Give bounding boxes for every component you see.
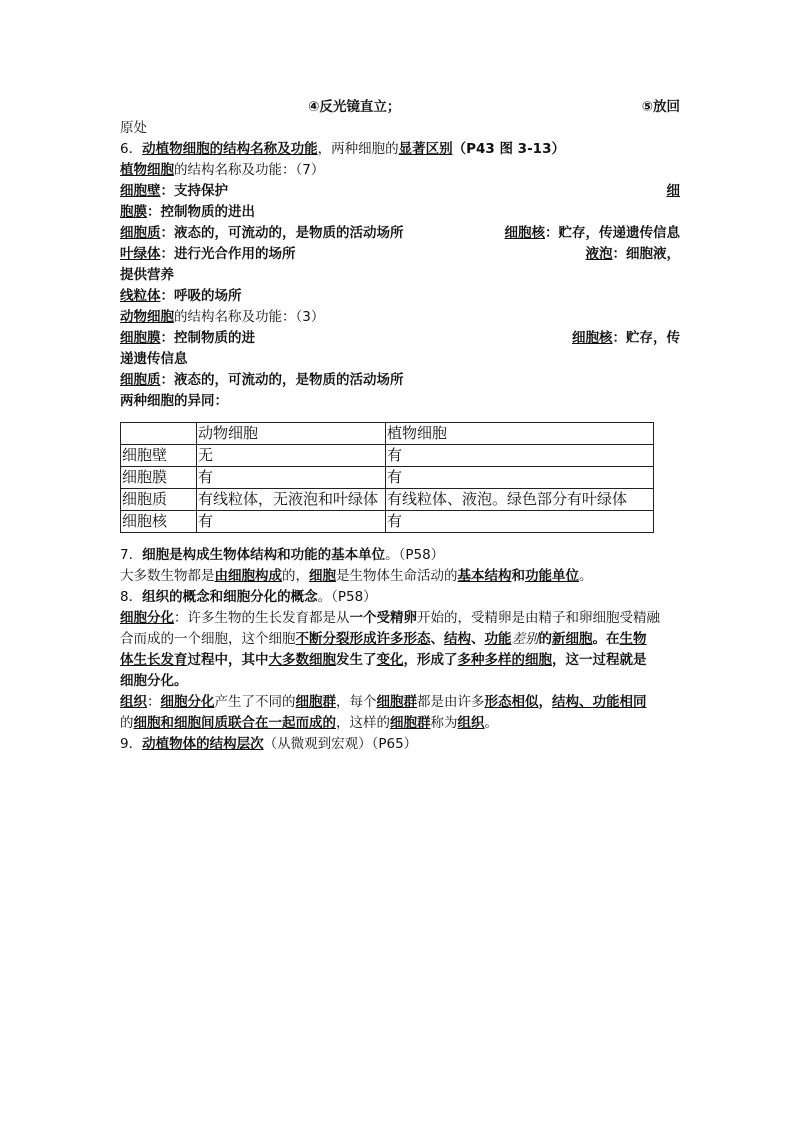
table-cell: 有线粒体，无液泡和叶绿体 xyxy=(197,489,386,511)
table-cell: 有 xyxy=(197,511,386,533)
line-cytoplasm-nucleus: 细胞质：液态的，可流动的，是物质的活动场所 细胞核：贮存，传递遗传信息 xyxy=(120,225,680,241)
line-genetic-info: 递遗传信息 xyxy=(120,351,188,367)
table-cell: 有线粒体、液泡。绿色部分有叶绿体 xyxy=(386,489,654,511)
line-animal-cytoplasm: 细胞质：液态的，可流动的，是物质的活动场所 xyxy=(120,372,404,388)
table-cell: 细胞壁 xyxy=(121,445,197,467)
table-cell: 细胞膜 xyxy=(121,467,197,489)
table-cell: 有 xyxy=(386,467,654,489)
table-row xyxy=(121,511,654,533)
line-original-place: 原处 xyxy=(120,120,147,136)
line-similarities: 两种细胞的异同： xyxy=(120,393,228,409)
table-row xyxy=(121,489,654,511)
heading-6-title: 动植物细胞的结构名称及功能 xyxy=(142,141,318,157)
heading-8: 8．组织的概念和细胞分化的概念。（P58） xyxy=(120,589,377,605)
line-chloroplast-vacuole: 叶绿体：进行光合作用的场所 液泡：细胞液， xyxy=(120,246,680,262)
line-cell-membrane: 胞膜：控制物质的进出 xyxy=(120,204,255,220)
line-microscope-steps xyxy=(120,97,680,118)
line-nutrition: 提供营养 xyxy=(120,267,174,283)
table-header-cell: 动物细胞 xyxy=(197,423,386,445)
table-cell: 有 xyxy=(386,445,654,467)
animal-cell-heading: 动物细胞的结构名称及功能：（3） xyxy=(120,309,325,325)
document-body xyxy=(120,97,680,755)
sec8-line-a: 细胞分化：许多生物的生长发育都是从一个受精卵开始的，受精卵是由精子和卵细胞受精融 xyxy=(120,610,660,626)
table-row xyxy=(121,467,654,489)
sec8-line-c: 体生长发育过程中，其中大多数细胞发生了变化，形成了多种多样的细胞，这一过程就是 xyxy=(120,652,647,668)
sec8-line-d: 细胞分化。 xyxy=(120,673,188,689)
table-row xyxy=(121,445,654,467)
heading-6: 6．动植物细胞的结构名称及功能，两种细胞的显著区别（P43 图 3-13） xyxy=(120,141,565,157)
table-cell: 细胞核 xyxy=(121,511,197,533)
table-header-row xyxy=(121,423,654,445)
line-cell-wall: 细胞壁：支持保护 细 xyxy=(120,183,680,199)
table-cell: 有 xyxy=(197,467,386,489)
table-header-cell: 植物细胞 xyxy=(386,423,654,445)
table-header-cell xyxy=(121,423,197,445)
sec8-line-b: 合而成的一个细胞，这个细胞不断分裂形成许多形态、结构、功能差别的新细胞。在生物 xyxy=(120,631,647,647)
heading-7: 7．细胞是构成生物体结构和功能的基本单位。（P58） xyxy=(120,547,445,563)
heading-9: 9．动植物体的结构层次（从微观到宏观）（P65） xyxy=(120,736,418,752)
table-cell: 无 xyxy=(197,445,386,467)
heading-6-key: 显著区别 xyxy=(398,141,453,157)
sec8-line-f: 的细胞和细胞间质联合在一起而成的，这样的细胞群称为组织。 xyxy=(120,715,498,731)
step-4-text: ④反光镜直立； xyxy=(308,99,401,115)
sec7-paragraph: 大多数生物都是由细胞构成的，细胞是生物体生命活动的基本结构和功能单位。 xyxy=(120,568,593,584)
line-animal-membrane-nucleus: 细胞膜：控制物质的进 细胞核：贮存，传 xyxy=(120,330,680,346)
step-5-text: ⑤放回 xyxy=(641,99,680,115)
plant-cell-heading: 植物细胞的结构名称及功能：（7） xyxy=(120,162,325,178)
line-mitochondria: 线粒体：呼吸的场所 xyxy=(120,288,242,304)
table-cell: 细胞质 xyxy=(121,489,197,511)
table-cell: 有 xyxy=(386,511,654,533)
sec8-line-e: 组织：细胞分化产生了不同的细胞群，每个细胞群都是由许多形态相似，结构、功能相同 xyxy=(120,694,647,710)
comparison-table xyxy=(120,422,654,533)
